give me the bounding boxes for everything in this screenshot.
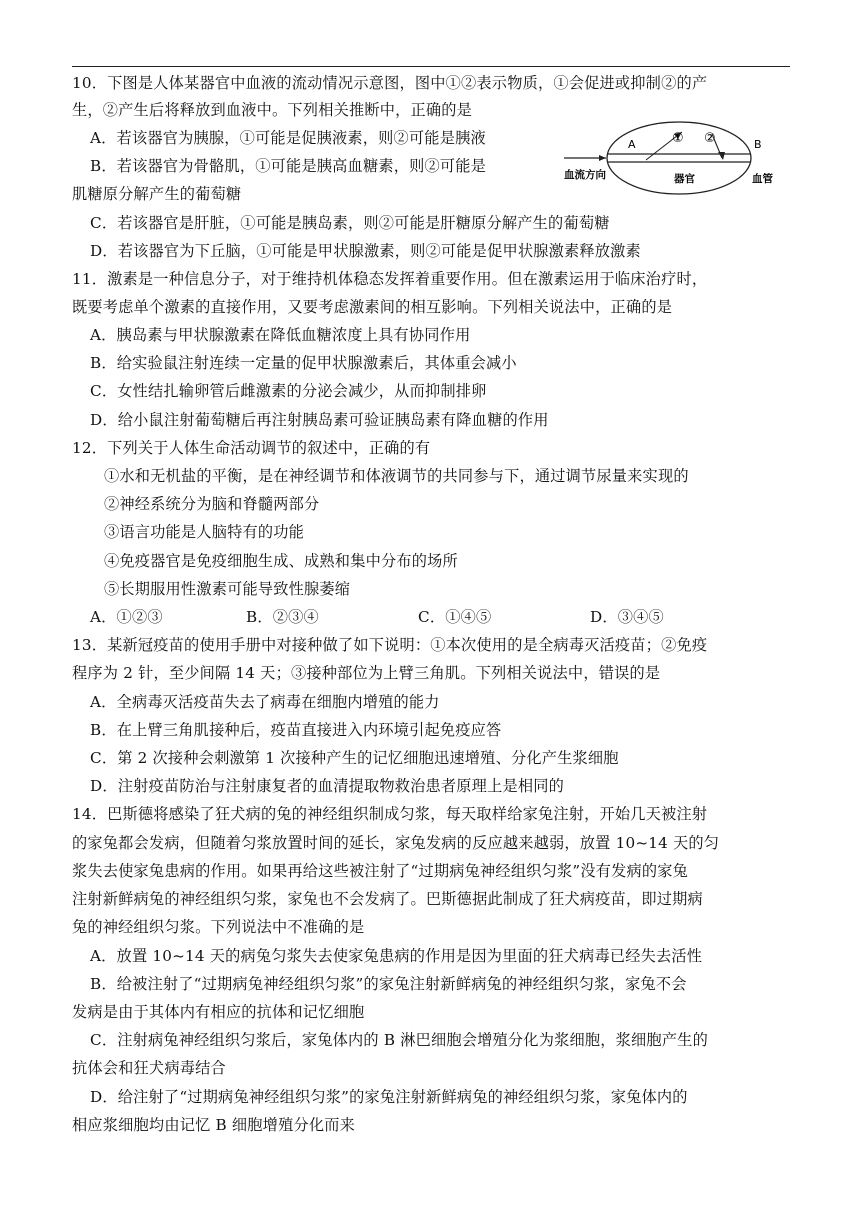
- q12-statement-1: ①水和无机盐的平衡，是在神经调节和体液调节的共同参与下，通过调节尿量来实现的: [104, 467, 689, 485]
- label-organ: 器官: [674, 173, 695, 185]
- q11-stem-line1: 11．激素是一种信息分子，对于维持机体稳态发挥着重要作用。但在激素运用于临床治疗时，: [72, 270, 708, 288]
- q10-option-b-line2: 肌糖原分解产生的葡萄糖: [72, 185, 242, 203]
- q11-option-b: B．给实验鼠注射连续一定量的促甲状腺激素后，其体重会减小: [90, 354, 517, 372]
- q14-option-c-line2: 抗体会和狂犬病毒结合: [72, 1059, 226, 1077]
- q13-option-d: D．注射疫苗防治与注射康复者的血清提取物救治患者原理上是相同的: [90, 777, 565, 795]
- arrow-substance-2-head: [718, 152, 725, 160]
- q12-option-b: B．②③④: [246, 608, 319, 626]
- header-rule: [72, 66, 790, 67]
- q12-option-a: A．①②③: [90, 608, 163, 626]
- q12-statement-5: ⑤长期服用性激素可能导致性腺萎缩: [104, 580, 351, 598]
- q13-stem-line1: 13．某新冠疫苗的使用手册中对接种做了如下说明：①本次使用的是全病毒灭活疫苗；②免疫: [72, 636, 708, 654]
- q12-option-c: C．①④⑤: [418, 608, 492, 626]
- q10-option-a: A．若该器官为胰腺，①可能是促胰液素，则②可能是胰液: [90, 129, 486, 147]
- q13-option-c: C．第 2 次接种会刺激第 1 次接种产生的记忆细胞迅速增殖、分化产生浆细胞: [90, 749, 619, 767]
- q14-option-c-line1: C．注射病兔神经组织匀浆后，家兔体内的 B 淋巴细胞会增殖分化为浆细胞，浆细胞产生的: [90, 1031, 708, 1049]
- q12-stem: 12．下列关于人体生命活动调节的叙述中，正确的有: [72, 439, 431, 457]
- q10-option-b-line1: B．若该器官为骨骼肌，①可能是胰高血糖素，则②可能是: [90, 157, 487, 175]
- flow-arrow-head: [599, 155, 606, 161]
- q11-stem-line2: 既要考虑单个激素的直接作用，又要考虑激素间的相互影响。下列相关说法中，正确的是: [72, 298, 673, 316]
- q12-statement-4: ④免疫器官是免疫细胞生成、成熟和集中分布的场所: [104, 552, 458, 570]
- label-a: A: [628, 138, 636, 151]
- q14-stem-line2: 的家兔都会发病，但随着匀浆放置时间的延长，家兔发病的反应越来越弱，放置 10~14 天的匀: [72, 834, 720, 852]
- q14-option-d-line2: 相应浆细胞均由记忆 B 细胞增殖分化而来: [72, 1116, 356, 1134]
- label-b: B: [754, 138, 762, 151]
- q10-option-d: D．若该器官为下丘脑，①可能是甲状腺激素，则②可能是促甲状腺激素释放激素: [90, 242, 641, 260]
- q14-stem-line5: 兔的神经组织匀浆。下列说法中不准确的是: [72, 918, 365, 936]
- q10-option-c: C．若该器官是肝脏，①可能是胰岛素，则②可能是肝糖原分解产生的葡萄糖: [90, 214, 610, 232]
- q10-stem-line1: 10．下图是人体某器官中血液的流动情况示意图，图中①②表示物质，①会促进或抑制②的产: [72, 74, 708, 92]
- q12-option-d: D．③④⑤: [590, 608, 664, 626]
- q13-option-a: A．全病毒灭活疫苗失去了病毒在细胞内增殖的能力: [90, 693, 440, 711]
- label-substance-1: ①: [672, 131, 684, 146]
- label-substance-2: ②: [704, 131, 716, 146]
- label-flow-direction: 血流方向: [564, 169, 606, 181]
- blood-flow-diagram: [564, 116, 790, 196]
- q14-option-a: A．放置 10~14 天的病兔匀浆失去使家兔患病的作用是因为里面的狂犬病毒已经失去活性: [90, 947, 703, 965]
- q11-option-d: D．给小鼠注射葡萄糖后再注射胰岛素可验证胰岛素有降血糖的作用: [90, 411, 549, 429]
- q12-statement-2: ②神经系统分为脑和脊髓两部分: [104, 495, 320, 513]
- q11-option-a: A．胰岛素与甲状腺激素在降低血糖浓度上具有协同作用: [90, 326, 471, 344]
- q14-stem-line3: 浆失去使家兔患病的作用。如果再给这些被注射了“过期病兔神经组织匀浆”没有发病的家兔: [72, 862, 689, 880]
- label-vessel: 血管: [752, 173, 773, 185]
- q12-statement-3: ③语言功能是人脑特有的功能: [104, 523, 305, 541]
- q14-option-d-line1: D．给注射了“过期病兔神经组织匀浆”的家兔注射新鲜病兔的神经组织匀浆，家兔体内的: [90, 1088, 688, 1106]
- q14-stem-line4: 注射新鲜病兔的神经组织匀浆，家兔也不会发病了。巴斯德据此制成了狂犬病疫苗，即过期病: [72, 890, 703, 908]
- q14-option-b-line1: B．给被注射了“过期病兔神经组织匀浆”的家兔注射新鲜病兔的神经组织匀浆，家兔不会: [90, 975, 687, 993]
- q14-option-b-line2: 发病是由于其体内有相应的抗体和记忆细胞: [72, 1003, 365, 1021]
- q11-option-c: C．女性结扎输卵管后雌激素的分泌会减少，从而抑制排卵: [90, 382, 487, 400]
- q10-stem-line2: 生，②产生后将释放到血液中。下列相关推断中，正确的是: [72, 101, 473, 119]
- q13-stem-line2: 程序为 2 针，至少间隔 14 天；③接种部位为上臂三角肌。下列相关说法中，错误的是: [72, 664, 661, 682]
- q13-option-b: B．在上臂三角肌接种后，疫苗直接进入内环境引起免疫应答: [90, 721, 502, 739]
- q14-stem-line1: 14．巴斯德将感染了狂犬病的兔的神经组织制成匀浆，每天取样给家兔注射，开始几天被注射: [72, 805, 708, 823]
